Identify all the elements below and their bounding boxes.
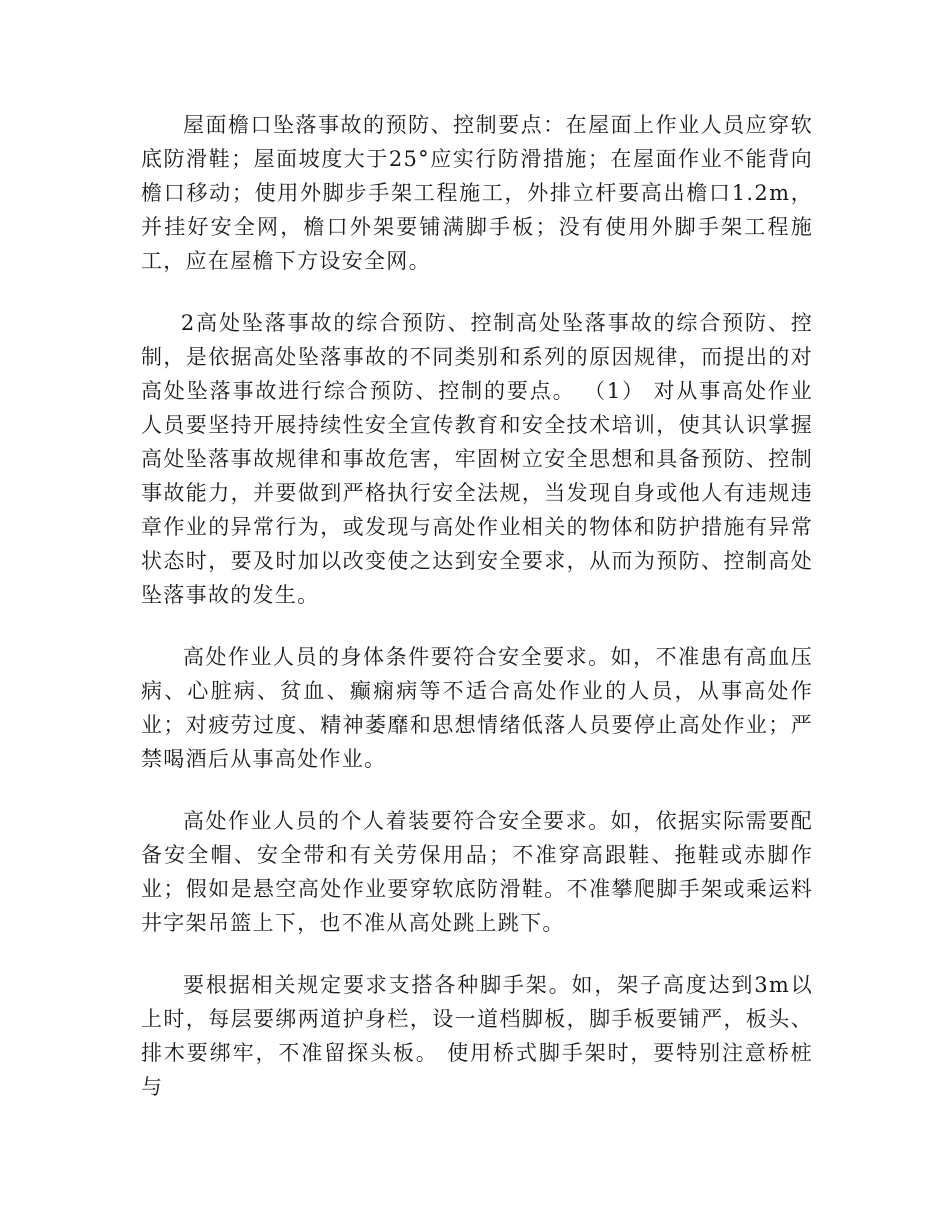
paragraph-physical-condition: 高处作业人员的身体条件要符合安全要求。如，不准患有高血压病、心脏病、贫血、癫痫病等不适合高处作业的人员，从事高处作业；对疲劳过度、精神萎靡和思想情绪低落人员要停止高处作业；严禁喝酒后从事高处作业。 — [141, 645, 813, 771]
paragraph-comprehensive-prevention: 2高处坠落事故的综合预防、控制高处坠落事故的综合预防、控制，是依据高处坠落事故的不同类别和系列的原因规律，而提出的对高处坠落事故进行综合预防、控制的要点。 （1） 对从事高处作业人员要坚持开展持续性安全宣传教育和安全技术培训，使其认识掌握高处坠落事故规律和事故危害，牢固树立安全思想和具备预防、控制事故能力，并要做到严格执行安全法规，当发现自身或他人有违规违章作业的异常行为，或发现与高处作业相关的物体和防护措施有异常状态时，要及时加以改变使之达到安全要求，从而为预防、控制高处坠落事故的发生。 — [141, 311, 813, 607]
document-body — [141, 108, 813, 1132]
paragraph-scaffolding: 要根据相关规定要求支搭各种脚手架。如，架子高度达到3m以上时，每层要绑两道护身栏，设一道档脚板，脚手板要铺严，板头、排木要绑牢，不准留探头板。 使用桥式脚手架时，要特别注意桥桩与 — [141, 973, 813, 1099]
paragraph-personal-attire: 高处作业人员的个人着装要符合安全要求。如，依据实际需要配备安全帽、安全带和有关劳保用品；不准穿高跟鞋、拖鞋或赤脚作业；假如是悬空高处作业要穿软底防滑鞋。不准攀爬脚手架或乘运料井字架吊篮上下，也不准从高处跳上跳下。 — [141, 809, 813, 935]
paragraph-roof-eaves-prevention: 屋面檐口坠落事故的预防、控制要点：在屋面上作业人员应穿软底防滑鞋；屋面坡度大于25°应实行防滑措施；在屋面作业不能背向檐口移动；使用外脚步手架工程施工，外排立杆要高出檐口1.2m，并挂好安全网，檐口外架要铺满脚手板；没有使用外脚手架工程施工，应在屋檐下方设安全网。 — [141, 113, 813, 273]
